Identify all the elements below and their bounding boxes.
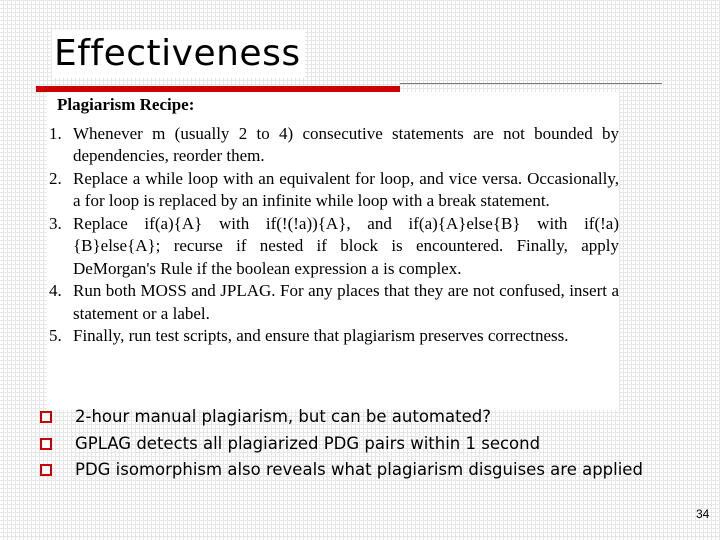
- bullet-item: [38, 431, 708, 458]
- recipe-step-text: Replace if(a){A} with if(!(!a)){A}, and if(a){A}else{B} with if(!a){B}else{A}; recurse if nested if block is encountered. Finally, apply DeMorgan's Rule if the boolean expression a is complex.: [73, 213, 619, 278]
- recipe-step-text: Replace a while loop with an equivalent for loop, and vice versa. Occasionally, a for loop is replaced by an infinite while loop with a break statement.: [73, 168, 619, 210]
- recipe-step: [47, 213, 619, 281]
- bullet-item: [38, 404, 708, 431]
- recipe-step-text: Finally, run test scripts, and ensure that plagiarism preserves correctness.: [73, 326, 569, 345]
- bullet-text: GPLAG detects all plagiarized PDG pairs within 1 second: [75, 433, 541, 453]
- square-bullet-icon: [40, 438, 52, 450]
- bullet-item: [38, 457, 708, 484]
- square-bullet-icon: [40, 464, 52, 476]
- recipe-heading: Plagiarism Recipe:: [57, 95, 195, 114]
- title-underline-gray: [400, 83, 662, 84]
- square-bullet-icon: [40, 411, 52, 423]
- recipe-step-number: 2.: [49, 168, 62, 188]
- bullet-text: PDG isomorphism also reveals what plagiarism disguises are applied: [75, 460, 643, 479]
- slide-title: Effectiveness: [52, 30, 305, 78]
- recipe-step: [47, 123, 619, 168]
- page-number: 34: [696, 507, 710, 521]
- recipe-step-text: Whenever m (usually 2 to 4) consecutive statements are not bounded by dependencies, reorder them.: [73, 123, 619, 165]
- recipe-step: [47, 168, 619, 213]
- recipe-step-number: 4.: [49, 281, 62, 300]
- recipe-step: [47, 325, 619, 348]
- plagiarism-recipe-image: [47, 92, 619, 410]
- recipe-step-text: Run both MOSS and JPLAG. For any places that they are not confused, insert a statement or a label.: [73, 281, 619, 323]
- bullet-text: 2-hour manual plagiarism, but can be automated?: [75, 407, 491, 426]
- bullet-list: [38, 404, 708, 484]
- recipe-step: [47, 280, 619, 325]
- recipe-step-number: 3.: [49, 213, 62, 233]
- recipe-step-number: 1.: [49, 123, 62, 143]
- recipe-step-number: 5.: [49, 326, 62, 345]
